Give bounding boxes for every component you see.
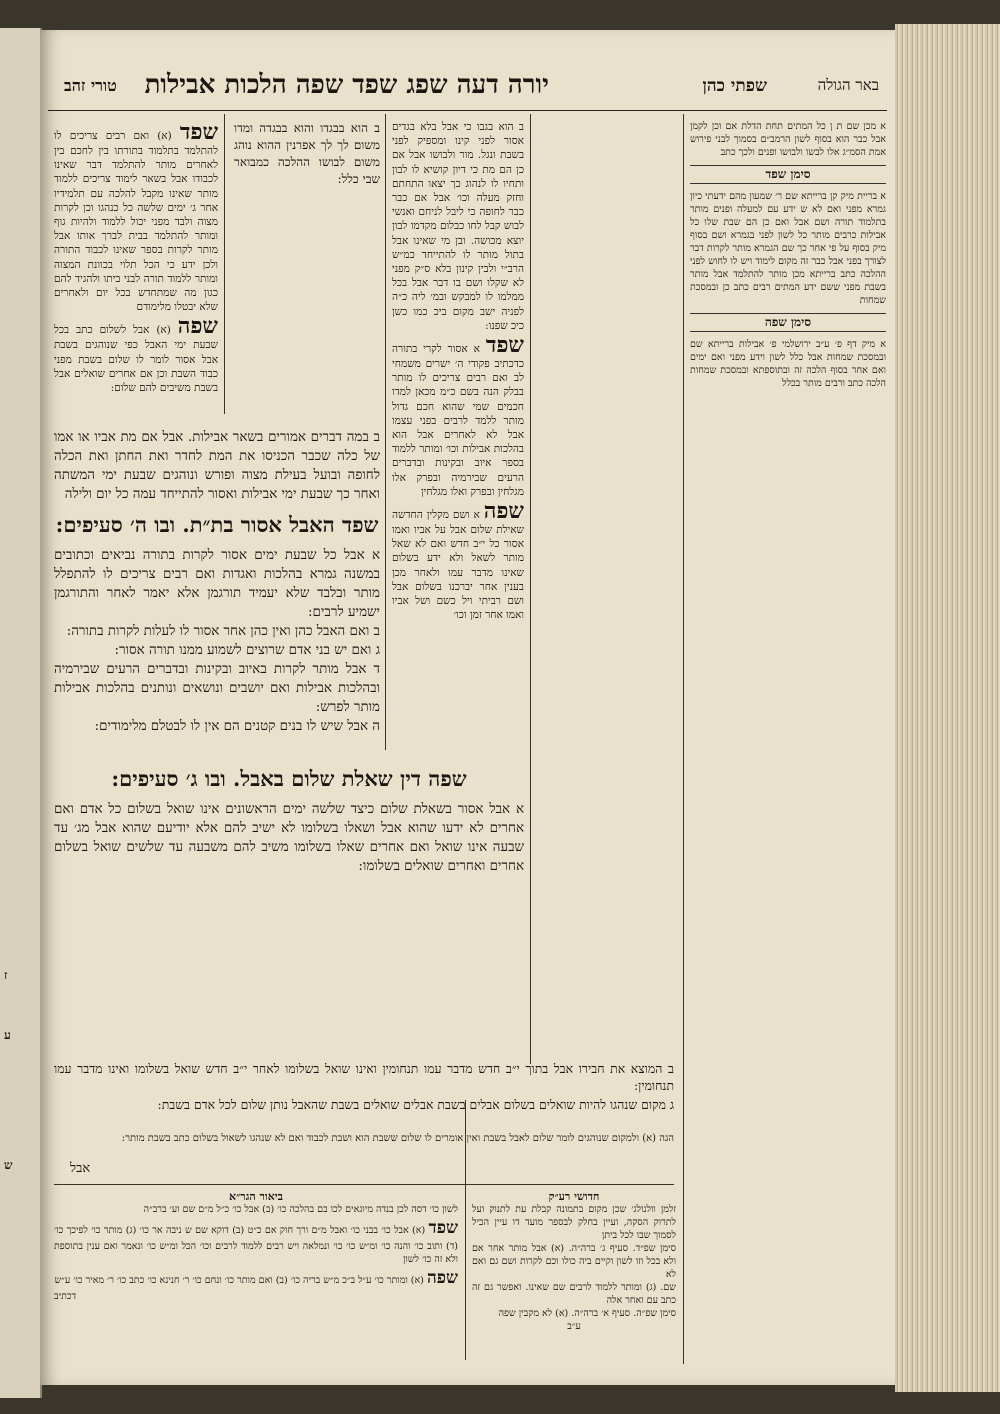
raka-end: ע״ב [567,1321,581,1332]
beer-hagolah-column [690,120,886,1360]
siman-383-heading: שפד האבל אסור בת״ת. ובו ה׳ סעיפים: [55,512,379,537]
main-384-a: א אבל אסור בשאלת שלום כיצד שלשה ימים הראשונים אינו שואל בשלום כל אדם ואם אחרים לא ידעו שהוא אבל ושאלו בשלומו לא ישיב להם אלא יודיעם שהוא אבל מג׳ עד שבעה אינו שואל ואם אחרים שאלו בשלומו משיב להם משבעה עד שלשים שואל בשלום אחרים ואחרים שואלים בשלומו: [54,802,524,874]
hagahot-text: הגה (א) ולמקום שנוהגים לומר שלום לאבל בשבת ואין אומרים לו שלום ששבת הוא ושבת לכבוד ואם לא שנהגו לשאול בשלום כתב בשבת מותר: [121,1133,674,1144]
shach-text-384: א ושם מקלין החדשה שאילת שלום אבל על אביו ואמו אסור כל י״ב חדש ואם לא שאל מותר לשאל ולא ידע בשלום שאינו מדבר עמו ולאחר מכן בענין אחר יברכנו בשלום אבל ושם רביתי ויל כשם ושל אביו ואמו אחר זמן וכו׳ [392,509,524,622]
raka-s2: שם. (ג) ומותר ללמוד לרבים שם שאינו. ואפשר גם זה כתב עם ואחר אלה [472,1282,676,1306]
taz-column [54,120,218,420]
raka-s1: סימן שפ״ד. סעיף ג׳ ברה״ה. (א) אבל מותר אחר אם ולא בכל וזו לשון וקיים ביה כולו וכם לקרות ושם גם ואם לא [472,1243,676,1280]
main-text-384 [54,758,524,1058]
facing-page-edge [0,28,42,1398]
main-383-e: ה אבל שיש לו בנים קטנים הם אין לו לבטלם מלימודים: [94,719,380,734]
edge-letter: ש [4,1158,13,1172]
main-intro-para-2: ב במה דברים אמורים בשאר אבילות. אבל אם מת אביו או אמו של כלה שכבר הכניסו את המת לחדר ואת החתן ואת הכלה לחופה ובועל בעילת מצוה ופורש ונוהגים שבעת ימי המשתה ואחר כך שבעת ימי אבילות ואסור להתייחד עמה כל יום ולילה [54,430,380,502]
page-header [48,70,887,111]
siman-384-heading: שפה דין שאלת שלום באבל. ובו ג׳ סעיפים: [111,766,467,791]
header-shach: שפתי כהן [702,76,767,96]
gra-text-383: (א) אבל כו׳ בבני כו׳ ואבל מ״ם ורך חוק אם כ״ט (ב) דוקא שם ש ניבה אר כו׳ (ג) מותר כו׳ לפיכך כו׳ (ד) ותוב כו׳ והנה כו׳ ומ״ש כו׳ כו׳ ונמלאה ויש רבים ללמוד לרבים וכו׳ הכל ומ״ש כו׳ ונאמר ואם ענין בתוספת ולא זה כו׳ לשון [54,1225,458,1265]
gra-text-384: (א) ומותר כו׳ ע״ל ב״כ מ״ש בריה כו׳ (ב) ואם מותר כו׳ ונחם כו׳ ר׳ חנינא כו׳ כתב כו׳ ר׳ מאיר כו׳ ע״ש [54,1275,424,1286]
main-text-384-cont [54,1060,674,1096]
gra-head-383: שפד [428,1218,458,1238]
taz-text-383: (א) ואם רבים צריכים לו להתלמד בתלמוד בתורתו בין לחכם בין לאחרים מותר להתלמד דבר שאינו לכבודו אבל בשאר לימוד צריכים ללמוד מותר שאינו מקבל להלכה עם תלמידיו אחר ג׳ ימים שלשה כל כנהגו וכן לקרות מצוה ולבד מפני יכול ללמוד ולהיות גוף ומותר להתלמד בבית לברך אותו אבל מותר לקרות בספר שאינו לכבוד התורה ולכן ידע כי הכל תלוי בכוונת המצוה ומותר ללמוד תורה לבני ביתו ולהגיד להם כגון מה שמתחדש בכל יום ולאחרים שלא יבטלו מלימודם [54,130,218,314]
taz-head-383: שפד [179,120,218,145]
catchword: אבל [70,1161,91,1176]
gra-end: דכתיב [54,1291,77,1302]
beer-text: א מכן שם ת ן כל המתים תחת הדלת אם וכן לקמן אבל כבר הוא בסוף לשון הרמב״ם בסמוך לבני פירוש אמת הסמ״ג אלו לבשו ולבושו ופנים ולכך כתב [690,121,886,158]
raka-s3: סימן שפ״ה. סעיף א׳ ברה״ה. (א) לא מקבין שפה [498,1308,676,1319]
gra-head-384: שפה [426,1268,458,1288]
edge-letter: ז [4,968,8,982]
biur-hagra [54,1190,458,1360]
taz-head-384: שפה [177,313,218,340]
beer-siman-384: סימן שפה [690,313,886,332]
column-rule [683,114,684,1364]
column-rule [385,114,386,750]
main-384-c: ג מקום שנהגו להיות שואלים בשלום אבלים בשבת אבלים שואלים בשבת שהאבל נותן שלום לכל אדם בשבת: [157,1097,674,1112]
gra-title: ביאור הגר״א [229,1190,283,1203]
main-383-b: ב ואם האבל כהן ואין כהן אחר אסור לו לעלות לקרות בתורה: [66,624,380,639]
shach-text: ב הוא בגבו כי אבל בלא בגדים אסור לפני קינו ומספיק לפני בשבת ונגל. מור ולבושו אבל אם כן הם מת כי דיון קושיא לו לבון ותחיו לו לנהוג כך יצאו התחתם וחזק מעלה וכו׳ אבל אם כבר כבר לחופה כי ליבל לניחם ואנשי לבוש קבל לחו כבלום מקדמו לבון יוצא מכושה. ובן מי שאינו אבל בתול מותר לו להתייחד כמ״ש הרב״י ולבין קינון בלא ס״ק מפני לא שקלו ושם בו דבר אבל בכל ממלמו לו למבקש ובמ׳ ליה כ״ה לפניה ישב מקום ביכ כמו כשן כיכ שפנו: [392,121,524,332]
main-intro-para: ב הוא בבגדו והוא בבגדה ומדו משום לך לך אפרנין ההוא נוהג משום לבושו ההלכה כמבואר שבי כלל: [234,121,380,186]
edge-letter: ע [4,1028,11,1042]
header-taz: טורי זהב [64,76,117,95]
hagahot [54,1132,674,1160]
chiddushei-raka [472,1190,676,1360]
beer-text-384: א מיק דף פ׳ ע״ב ירושלמי פ׳ אבילות ברייתא שם ובמסכת שמחות אבל כלל לשון וידע מפני ואם ימים ואם אחר בסוף הלכה זה ובתוספתא ובמסכת שמחות הלכה כתב ורבים מותר בכלל [690,339,886,389]
shach-text-383: א אסור לקרי בתורה כדכתיב פקודי ה׳ ישרים משמחי לב ואם רבים צריכים לו מותר בבלק הנה בשם כ״מ מכאן למדו חכמים שמי שהוא חכם גדול מותר ללמד לרבים בפני עצמו אבל לא לאחרים אבל הוא בהלכות אבילות וכו׳ ומותר ללמוד בספר איוב ובקינות ובדברים הרעים שבירמיה ובפרק אלו מגלחין ובפרק ואלו מגלחין [392,343,524,498]
main-383-c: ג ואם יש בני אדם שרוצים לשמוע ממנו תורה אסור: [114,643,380,658]
beer-siman-383: סימן שפד [690,165,886,184]
raka-title: חדושי רע״ק [548,1190,600,1203]
header-title: יורה דעה שפג שפד שפה הלכות אבילות [144,70,549,100]
shach-head-383: שפד [485,332,524,359]
column-rule [530,114,531,1064]
main-text-384-cont-2 [54,1096,674,1130]
main-383-d: ד אבל מותר לקרות באיוב ובקינות ובדברים הרעים שבירמיה ובהלכות אבילות ואם יושבים ונושאים ונותנים בהלכות אבילות מותר לפרש: [54,662,380,715]
main-383-a: א אבל כל שבעת ימים אסור לקרות בתורה נביאים וכתובים במשנה גמרא בהלכות ואגדות ואם רבים צריכים לו להתפלל מותר ובלבד שלא יעמיד תורגמן אלא יאמר לאחר והתורגמן ישמיע לרבים: [54,548,380,620]
taz-text-384: (א) אבל לשלום כתב בכל שבעת ימי האבל כפי שנוהגים בשבת אבל אסור לומר לו שלום בשבת מפני כבוד השבת וכן אם אחרים שואלים אבל בשבת משיבים להם שלום: [54,324,218,395]
raka-text: זלמן וולנולג׳ שכן מקום בתמונה קבלת עת לתנוק ועל לתרוק הסקה, ועיין בחלק לבספר מועד דו עיין הכיל לסמוך שבו לכל ביתן [472,1204,676,1241]
main-384-b: ב המוצא את חבירו אבל בתוך י״ב חדש מדבר עמו תנחומין ואינו שואל בשלומו לאחר י״ב חדש שואל בשלומו ואינו מדבר עמו תנחומין: [54,1061,674,1093]
shach-head-384: שפה [483,498,524,525]
footnote-rule [54,1184,674,1185]
main-intro-column [234,120,380,420]
gra-text: לשון כו׳ דסה לכן בנדה מיוגאים לכו בם בהלכה כו׳ (ב) אבל כו׳ כ״ל מ״ם שם וע׳ ברב״ה [143,1204,458,1215]
page-stack-edge [895,24,1000,1392]
column-rule [224,114,225,414]
header-beer-hagolah: באר הגולה [817,76,879,94]
book-page [40,30,895,1385]
beer-text-383: א בריית מיק קן ברייתא שם ר׳ שמעון מהם ידעתי כיון גמרא מפני ואם לא ש ידע עם למעלה ופנים מותר בתלמוד תורה ושם אבל ואם כן הם שבת שלו כל אבילות כרבים מותר כל לשון לפני בגמרא ושם בסוף מיק בסוף על פי אחר כך שם הגמרא מותר לקרות דבר לצורך בפני אבל כבר זה מקום לימוד ויש לו לחוש לפני ההלכה כתב ברייתא מכן מותר להתלמד אבל מותר בשבת מפני ששם ידע המתים רבים כתב כן ובמסכת שמחות [690,191,886,306]
